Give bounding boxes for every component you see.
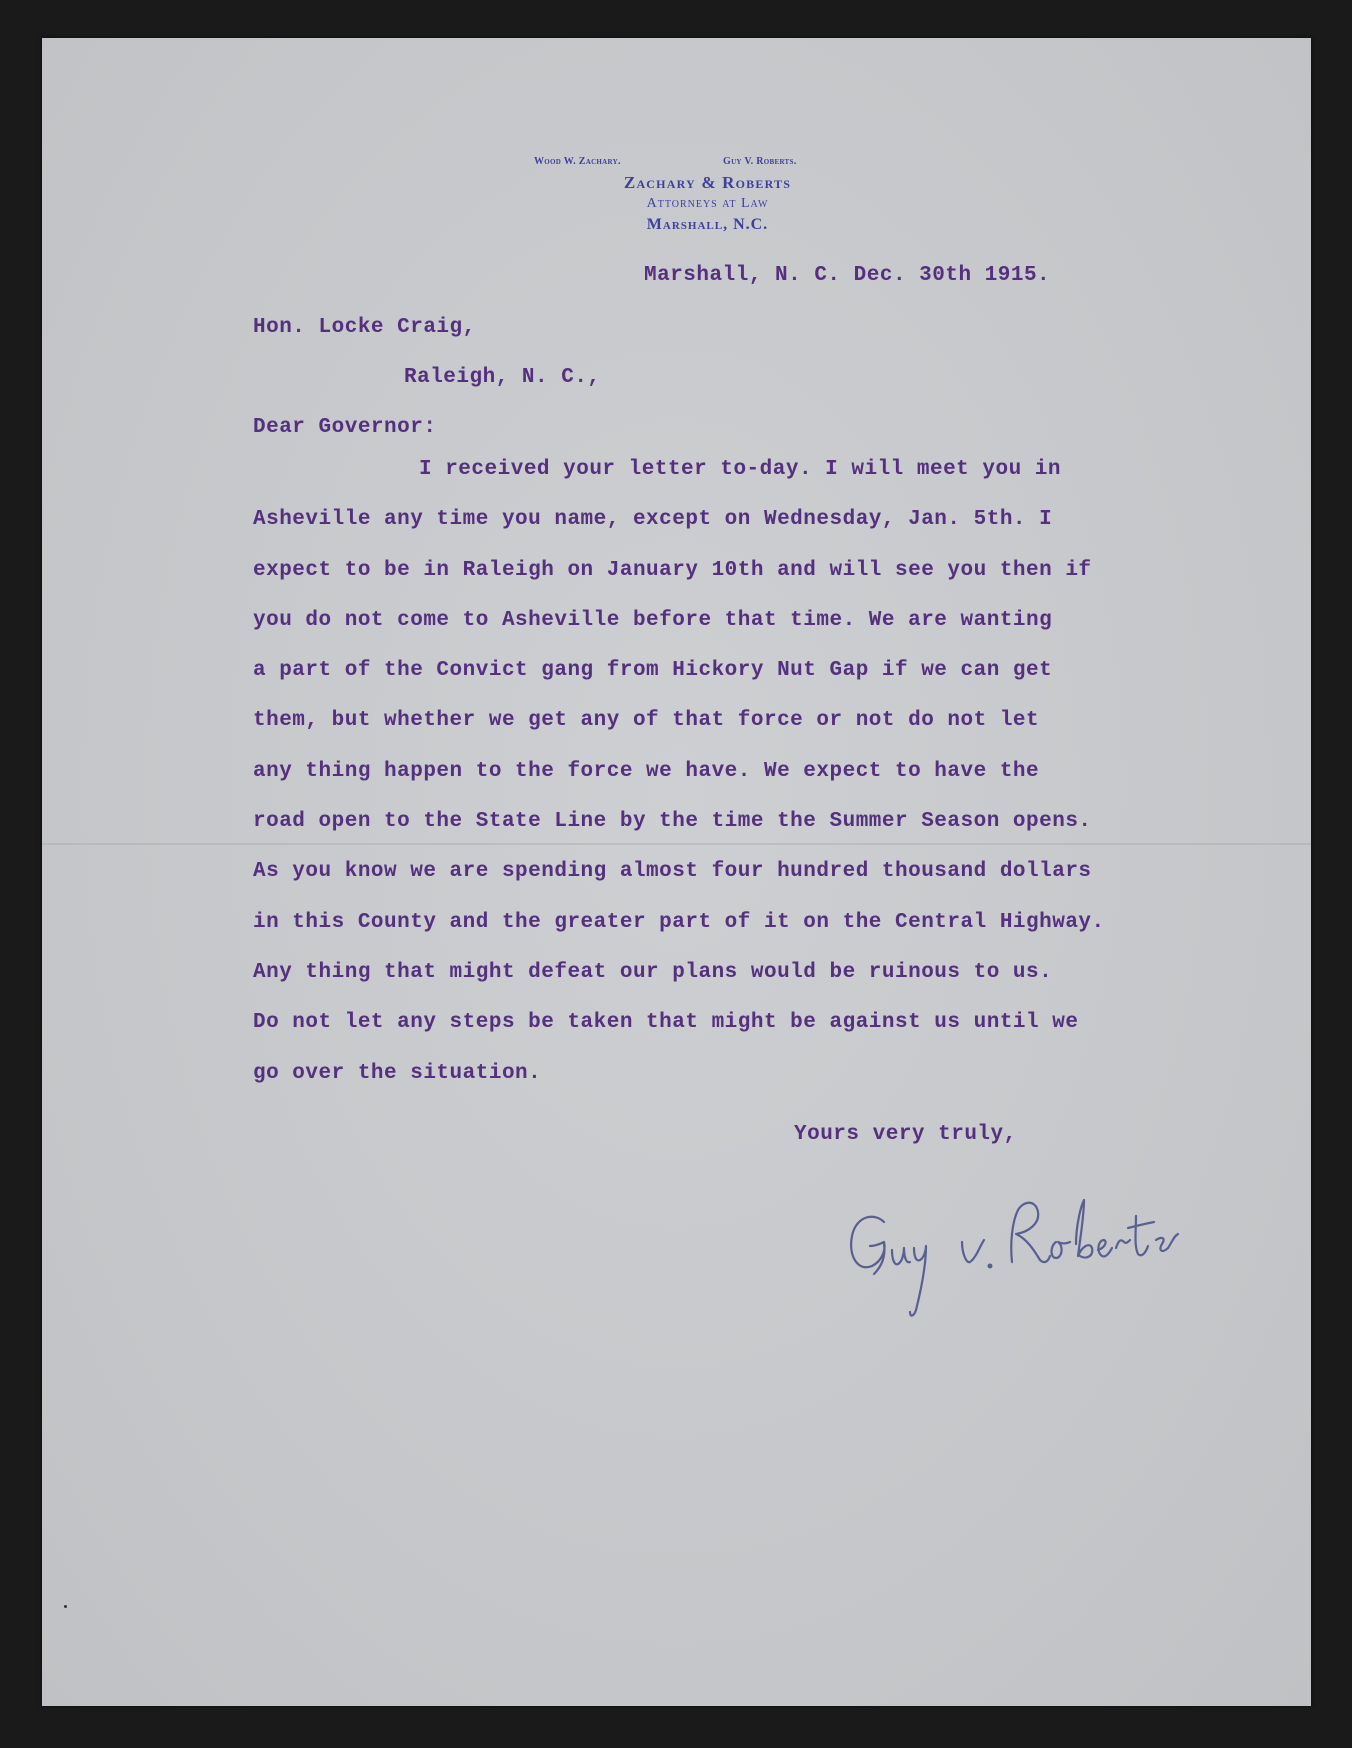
body-line: go over the situation. [253,1061,542,1085]
body-line: in this County and the greater part of it on the Central Highway. [253,910,1105,934]
body-line: Do not let any steps be taken that might be against us until we [253,1011,1079,1035]
handwritten-signature [840,1186,1240,1336]
body-line: I received your letter to-day. I will meet you in [419,458,1062,481]
body-line: Any thing that might defeat our plans would be ruinous to us. [253,960,1053,984]
letter-body [253,445,1105,1099]
body-line: them, but whether we get any of that force or not do not let [253,709,1040,733]
body-line: expect to be in Raleigh on January 10th and will see you then if [253,558,1092,582]
paper-speck [64,1605,67,1608]
body-line: road open to the State Line by the time the Summer Season opens. [253,810,1092,834]
firm-name: Zachary & Roberts [623,173,792,192]
recipient-address: Raleigh, N. C., [404,366,601,389]
letter-page [42,38,1311,1706]
body-line: As you know we are spending almost four hundred thousand dollars [253,860,1092,884]
salutation: Dear Governor: [253,416,437,439]
firm-location: Marshall, N.C. [646,216,769,233]
closing: Yours very truly, [794,1123,1017,1146]
firm-profession: Attorneys at Law [646,196,769,211]
body-line: Asheville any time you name, except on Wednesday, Jan. 5th. I [253,508,1053,532]
body-line: a part of the Convict gang from Hickory Nut Gap if we can get [253,659,1053,683]
dateline: Marshall, N. C. Dec. 30th 1915. [644,264,1051,287]
partner-name-right: Guy V. Roberts. [723,156,797,167]
body-line: any thing happen to the force we have. We expect to have the [253,759,1040,783]
body-line: you do not come to Asheville before that time. We are wanting [253,608,1053,632]
partner-name-left: Wood W. Zachary. [534,156,621,167]
recipient-name: Hon. Locke Craig, [253,316,476,339]
